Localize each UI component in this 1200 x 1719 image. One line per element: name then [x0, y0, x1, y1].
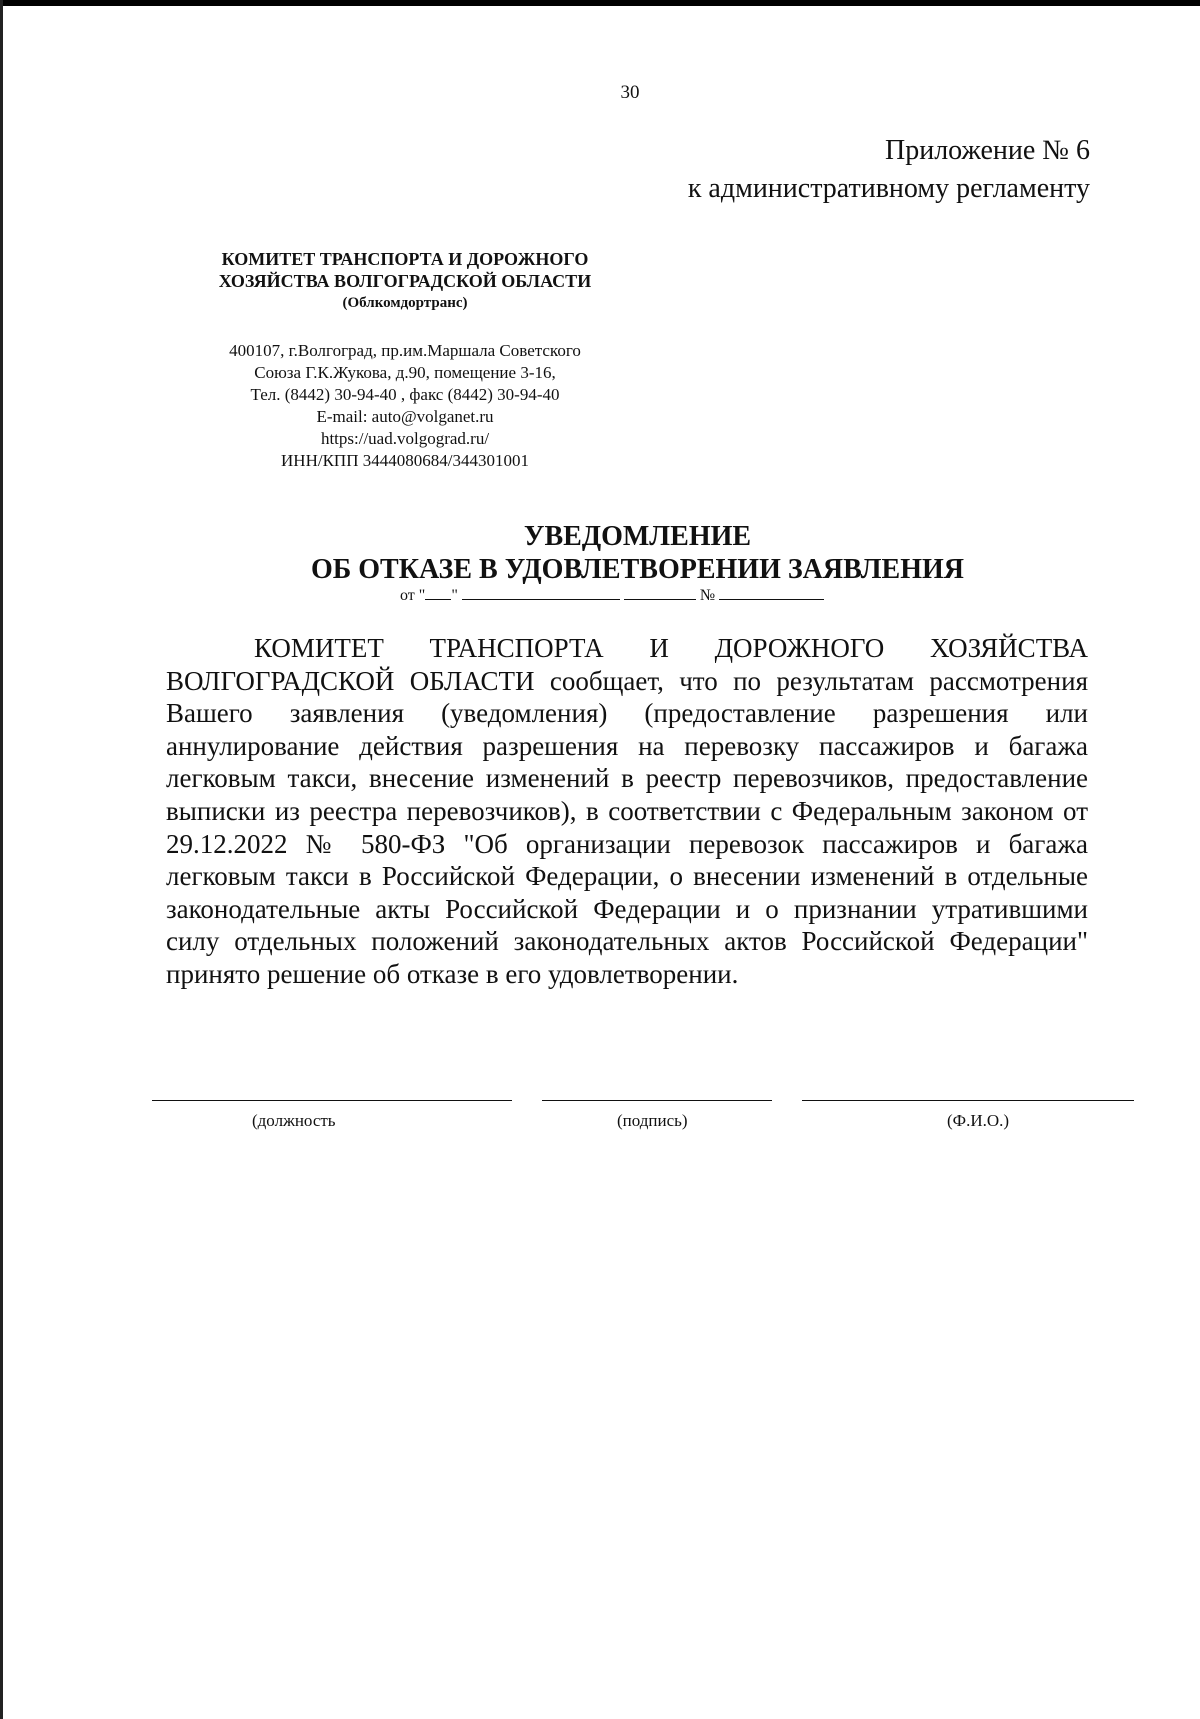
annex-subtitle: к административному регламенту	[687, 173, 1090, 204]
document-subtitle: ОБ ОТКАЗЕ В УДОВЛЕТВОРЕНИИ ЗАЯВЛЕНИЯ	[310, 554, 964, 585]
scan-border-left	[0, 0, 3, 1719]
full-name-label: (Ф.И.О.)	[947, 1111, 1010, 1130]
year-blank	[624, 585, 696, 600]
website-line: https://uad.volgograd.ru/	[320, 429, 490, 448]
date-prefix: от "	[400, 587, 426, 604]
organization-name-line-1: КОМИТЕТ ТРАНСПОРТА И ДОРОЖНОГО	[221, 249, 589, 269]
phone-fax-line: Тел. (8442) 30-94-40 , факс (8442) 30-94-40	[250, 385, 560, 404]
document-title: УВЕДОМЛЕНИЕ	[523, 521, 752, 552]
number-blank	[719, 585, 824, 600]
position-line	[152, 1100, 512, 1101]
position-label: (должность	[252, 1111, 336, 1130]
signature-label: (подпись)	[617, 1111, 688, 1130]
annex-header	[688, 132, 1090, 208]
organization-name-line-2: ХОЗЯЙСТВА ВОЛГОГРАДСКОЙ ОБЛАСТИ	[218, 271, 592, 291]
address-line-2: Союза Г.К.Жукова, д.90, помещение 3-16,	[254, 363, 556, 382]
inn-kpp-line: ИНН/КПП 3444080684/344301001	[281, 451, 529, 470]
organization-name	[185, 248, 625, 314]
full-name-line	[802, 1100, 1134, 1101]
email-line: E-mail: auto@volganet.ru	[316, 407, 494, 426]
signature-line	[542, 1100, 772, 1101]
organization-contacts	[185, 340, 625, 472]
notice-body: КОМИТЕТ ТРАНСПОРТА И ДОРОЖНОГО ХОЗЯЙСТВА ВОЛГОГРАДСКОЙ ОБЛАСТИ сообщает, что по результатам рассмотрения Вашего заявления (уведомления) (предоставление разрешения или аннулирование действия разрешения на перевозку пассажиров и багажа легковым такси, внесение изменений в реестр перевозчиков, предоставление выписки из реестра перевозчиков), в соответствии с Федеральным законом от 29.12.2022 № 580-ФЗ "Об организации перевозок пассажиров и багажа легковым такси в Российской Федерации, о внесении изменений в отдельные законодательные акты Российской Федерации и о признании утратившими силу отдельных положений законодательных актов Российской Федерации" принято решение об отказе в его удовлетворении.	[166, 633, 1088, 989]
day-blank	[425, 585, 451, 600]
number-sign: №	[699, 587, 716, 604]
date-number-line	[400, 585, 824, 605]
address-line-1: 400107, г.Волгоград, пр.им.Маршала Советского	[229, 341, 581, 360]
organization-short-name: (Облкомдортранс)	[342, 295, 468, 311]
page-number: 30	[620, 82, 640, 103]
month-blank	[462, 585, 620, 600]
annex-title: Приложение № 6	[885, 135, 1090, 166]
scan-border-top	[0, 0, 1200, 6]
date-quote-close: "	[451, 587, 458, 604]
